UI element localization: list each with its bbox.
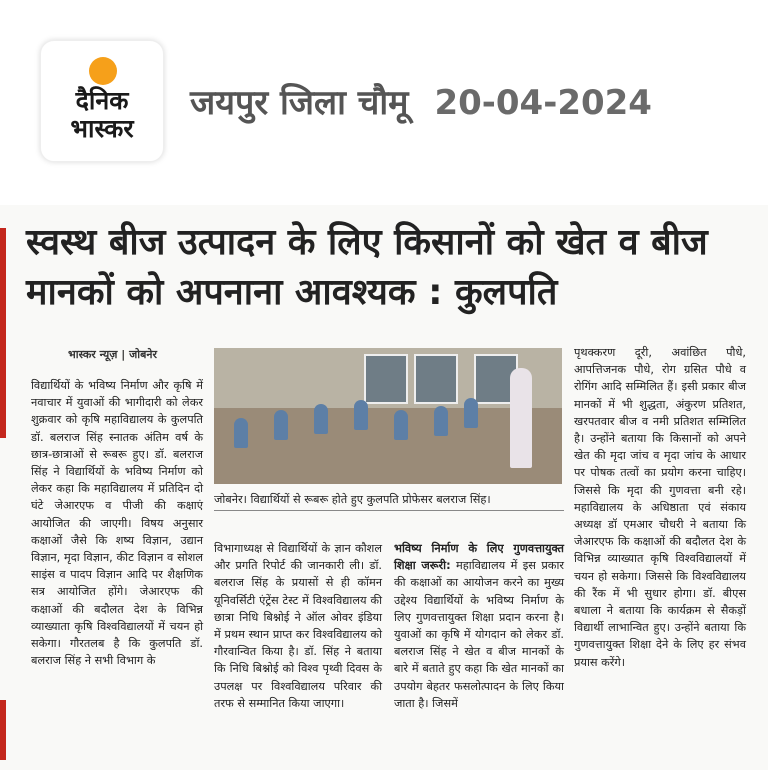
- photo-student: [234, 418, 248, 448]
- page-header: [0, 0, 768, 205]
- photo-window: [364, 354, 408, 404]
- edition-dateline: [190, 78, 652, 124]
- article-headline: स्वस्थ बीज उत्पादन के लिए किसानों को खेत व बीज मानकों को अपनाना आवश्यक : कुलपति: [26, 222, 708, 313]
- photo-student: [464, 398, 478, 428]
- article-column-3-text: महाविद्यालय में इस प्रकार की कक्षाओं का आयोजन करने का मुख्य उद्देश्य विद्यार्थियों के भविष्य निर्माण के लिए गुणवत्तायुक्त शिक्षा प्रदान करना है। युवाओं का कृषि में योगदान को लेकर डॉ. बलराज सिंह ने खेत व बीज मानकों के बारे में बताते हुए कहा कि खेत मानकों का उपयोग बेहतर फसलोत्पादन के लिए किया जाता है। जिसमें: [394, 559, 565, 710]
- edition-place: जयपुर जिला चौमू: [190, 83, 409, 123]
- edition-date: 20-04-2024: [434, 83, 652, 123]
- dainik-bhaskar-logo: [40, 40, 164, 162]
- photo-student: [354, 400, 368, 430]
- margin-strip: [0, 700, 6, 760]
- photo-window: [414, 354, 458, 404]
- margin-strip: [0, 228, 6, 438]
- sun-icon: [89, 57, 117, 85]
- logo-text-line1: दैनिक: [75, 86, 129, 115]
- logo-text-line2: भास्कर: [70, 114, 134, 143]
- article-photo: [214, 348, 562, 484]
- article-subheading: भविष्य निर्माण के लिए गुणवत्तायुक्त शिक्षा जरूरी:: [394, 542, 564, 573]
- article-column-2: विभागाध्यक्ष से विद्यार्थियों के ज्ञान कौशल और प्रगति रिपोर्ट की जानकारी ली। डॉ. बलराज सिंह के प्रयासों से ही कॉमन यूनिवर्सिटी एंट्रेंस टेस्ट में विश्वविद्यालय की छात्रा निधि बिश्नोई ने ऑल ओवर इंडिया में प्रथम स्थान प्राप्त कर विश्वविद्यालय को गौरवान्वित किया है। डॉ. सिंह ने बताया कि निधि बिश्नोई को विश्व पृथ्वी दिवस के उपलक्ष पर विश्वविद्यालय परिवार की तरफ से सम्मानित किया जाएगा।: [214, 542, 382, 710]
- article-byline: भास्कर न्यूज़ | जोबनेर: [68, 348, 157, 361]
- photo-student: [434, 406, 448, 436]
- photo-student: [314, 404, 328, 434]
- photo-professor: [510, 368, 532, 468]
- photo-caption: जोबनेर। विद्यार्थियों से रूबरू होते हुए कुलपति प्रोफेसर बलराज सिंह।: [214, 493, 491, 506]
- article-column-1: विद्यार्थियों के भविष्य निर्माण और कृषि में नवाचार में युवाओं की भागीदारी को लेकर शुक्रवार को कृषि महाविद्यालय के कुलपति डॉ. बलराज सिंह स्नातक अंतिम वर्ष के छात्र-छात्राओं से रूबरू हुए। डॉ. बलराज सिंह ने विद्यार्थियों के भविष्य निर्माण को लेकर कहा कि महाविद्यालय में प्रतिदिन दो घंटे जेआरएफ व पीजी की कक्षाएं आयोजित की जाएगी। विषय अनुसार कक्षाओं जैसे कि शष्य विज्ञान, उद्यान विज्ञान, मृदा विज्ञान, कीट विज्ञान व सोशल साइंस व पादप विज्ञान आदि पर शैक्षणिक सत्र आयोजित होंगे। जेआरएफ की कक्षाओं की बदौलत देश के विभिन्न व्याख्याता कृषि विश्वविद्यालयों में चयन हो सकेगा। गौरतलब है कि कुलपति डॉ. बलराज सिंह ने सभी विभाग के: [31, 379, 203, 668]
- photo-student: [274, 410, 288, 440]
- article-column-4: पृथक्करण दूरी, अवांछित पौधे, आपत्तिजनक पौधे, रोग ग्रसित पौधे व रोगिंग आदि सम्मिलित हैं। इसी प्रकार बीज मानकों में भी शुद्धता, अंकुरण प्रतिशत, खरपतवार बीज व नमी प्रतिशत सम्मिलित है। उन्होंने बताया कि किसानों को अपने खेत की मृदा जांच व मृदा जांच के आधार पर पोषक तत्वों का प्रयोग करना चाहिए। जिससे कि मृदा की गुणवत्ता बनी रहे। महाविद्यालय के अधिष्ठाता एवं संकाय अध्यक्ष डॉ एमआर चौधरी ने बताया कि जेआरएफ कि कक्षाओं की बदौलत देश के विभिन्न व्याख्यात कृषि विश्वविद्यालयों में चयन हो सकेगा। जिससे कि विश्वविद्यालय की रैंक में भी सुधार होगा। डॉ. बीएस बधाला ने बताया कि कार्यक्रम से सैकड़ों विद्यार्थी लाभान्वित हुए। उन्होंने बताया कि गुणवत्तायुक्त शिक्षा देने के लिए हर संभव प्रयास करेंगे।: [574, 346, 746, 669]
- photo-student: [394, 410, 408, 440]
- caption-divider: [214, 510, 564, 511]
- article-column-3: [394, 540, 564, 712]
